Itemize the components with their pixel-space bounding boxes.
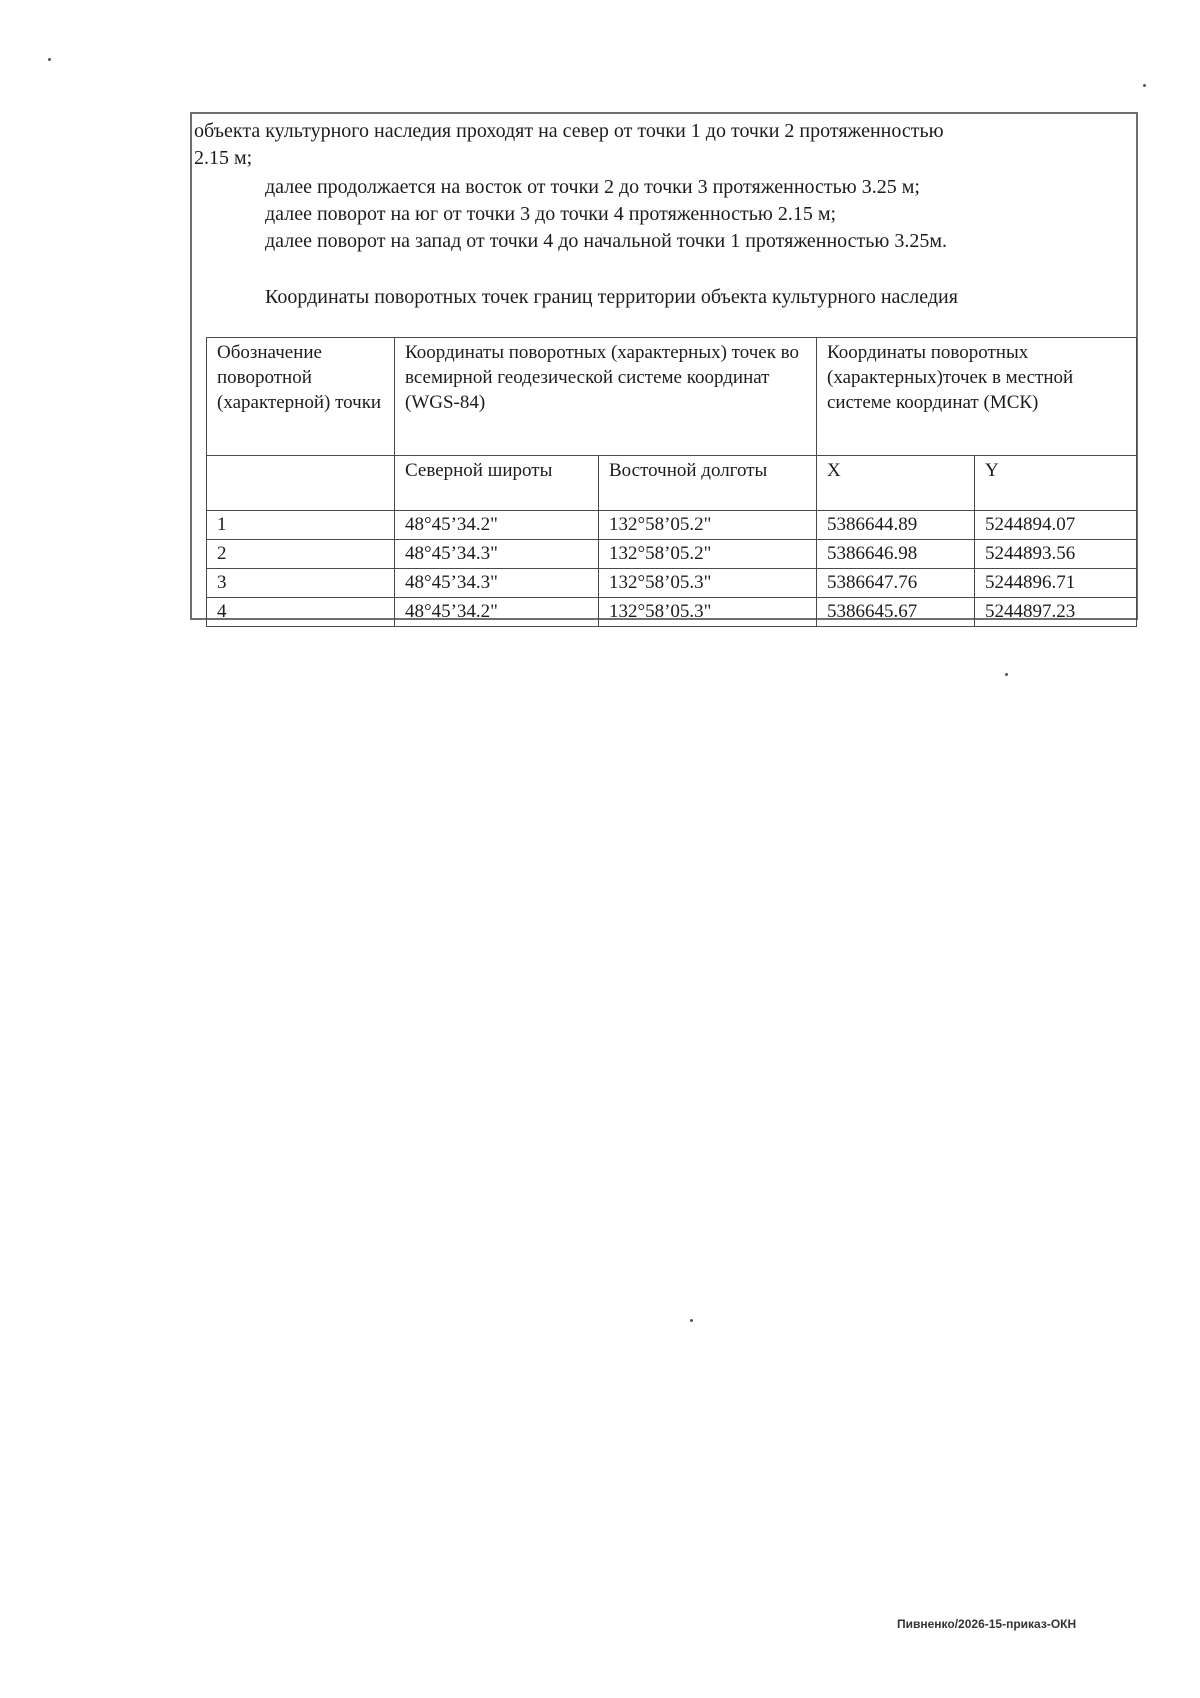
cell-longitude: 132°58’05.2"	[599, 540, 817, 569]
table-row	[207, 511, 1137, 540]
subheader-latitude: Северной широты	[395, 456, 599, 511]
cell-x: 5386645.67	[817, 598, 975, 627]
table-subheader-row	[207, 456, 1137, 511]
header-wgs84: Координаты поворотных (характерных) точек во всемирной геодезической системе координат (WGS-84)	[395, 338, 817, 456]
coordinates-table	[206, 337, 1137, 627]
description-line-4: далее поворот на юг от точки 3 до точки 4 протяженностью 2.15 м;	[265, 203, 837, 225]
cell-point: 2	[207, 540, 395, 569]
cell-x: 5386644.89	[817, 511, 975, 540]
cell-point: 1	[207, 511, 395, 540]
description-line-1: объекта культурного наследия проходят на север от точки 1 до точки 2 протяженностью	[194, 120, 944, 142]
scan-speck	[1005, 673, 1008, 676]
cell-y: 5244893.56	[975, 540, 1137, 569]
table-row	[207, 540, 1137, 569]
scan-speck	[690, 1319, 693, 1322]
table-row	[207, 569, 1137, 598]
cell-point: 4	[207, 598, 395, 627]
cell-longitude: 132°58’05.2"	[599, 511, 817, 540]
subheader-empty	[207, 456, 395, 511]
cell-longitude: 132°58’05.3"	[599, 598, 817, 627]
scan-speck	[48, 58, 51, 61]
header-msk: Координаты поворотных (характерных)точек в местной системе координат (МСК)	[817, 338, 1137, 456]
cell-x: 5386646.98	[817, 540, 975, 569]
footer-reference: Пивненко/2026-15-приказ-ОКН	[897, 1617, 1077, 1631]
table-header-row	[207, 338, 1137, 456]
cell-latitude: 48°45’34.3"	[395, 540, 599, 569]
subheader-longitude: Восточной долготы	[599, 456, 817, 511]
cell-latitude: 48°45’34.2"	[395, 598, 599, 627]
table-caption: Координаты поворотных точек границ территории объекта культурного наследия	[265, 286, 958, 308]
cell-y: 5244896.71	[975, 569, 1137, 598]
cell-y: 5244894.07	[975, 511, 1137, 540]
subheader-x: X	[817, 456, 975, 511]
cell-longitude: 132°58’05.3"	[599, 569, 817, 598]
description-line-2: 2.15 м;	[194, 147, 253, 169]
description-line-3: далее продолжается на восток от точки 2 до точки 3 протяженностью 3.25 м;	[265, 176, 920, 198]
description-line-5: далее поворот на запад от точки 4 до начальной точки 1 протяженностью 3.25м.	[265, 230, 948, 252]
cell-y: 5244897.23	[975, 598, 1137, 627]
header-point: Обозначение поворотной (характерной) точки	[207, 338, 395, 456]
cell-x: 5386647.76	[817, 569, 975, 598]
table-row	[207, 598, 1137, 627]
cell-latitude: 48°45’34.3"	[395, 569, 599, 598]
cell-latitude: 48°45’34.2"	[395, 511, 599, 540]
scan-speck	[1143, 84, 1146, 87]
subheader-y: Y	[975, 456, 1137, 511]
cell-point: 3	[207, 569, 395, 598]
